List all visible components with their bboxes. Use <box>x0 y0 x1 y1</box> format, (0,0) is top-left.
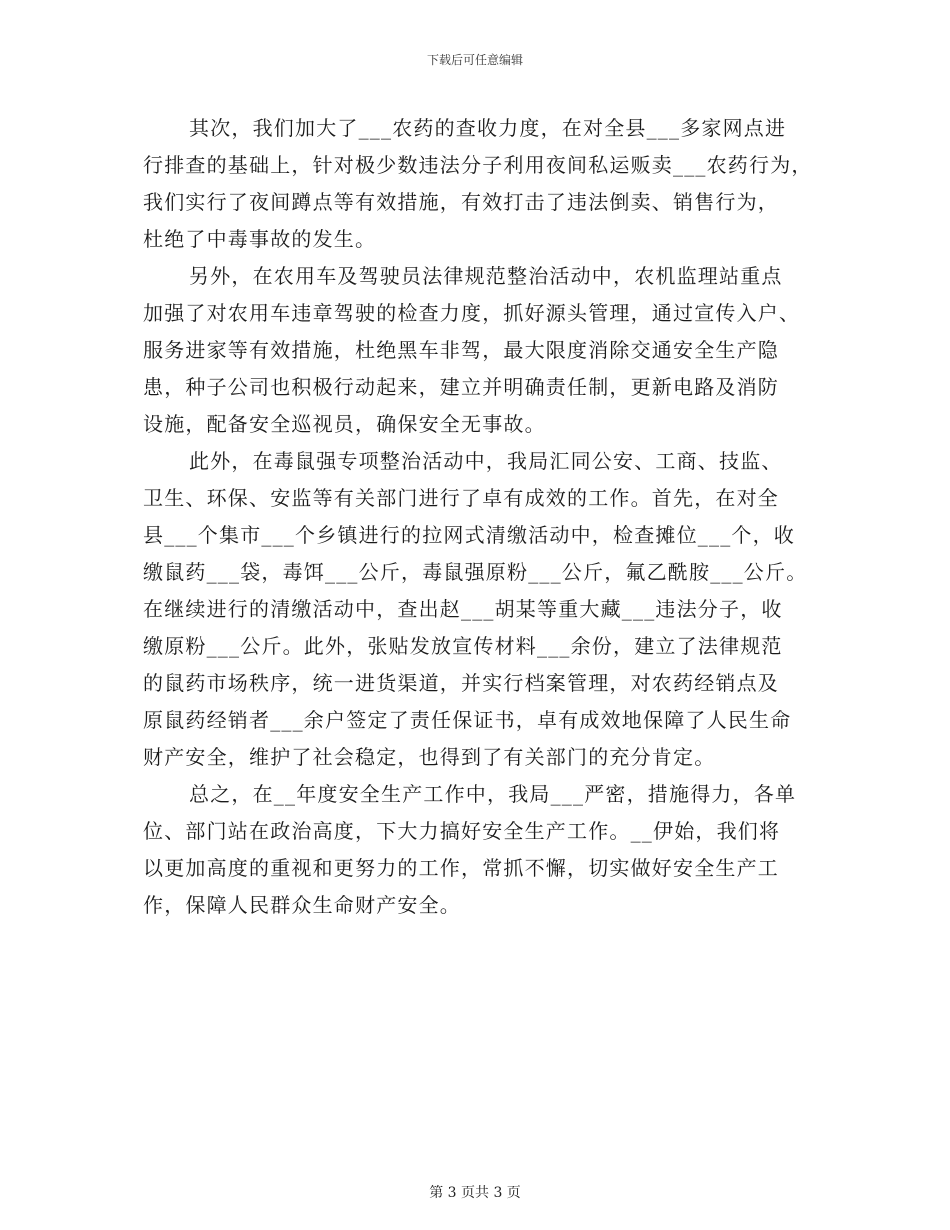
paragraph-line: 卫生、环保、安监等有关部门进行了卓有成效的工作。首先，在对全 <box>143 486 779 510</box>
page-header: 下载后可任意编辑 <box>426 53 523 67</box>
page-footer: 第 3 页共 3 页 <box>429 1185 521 1201</box>
paragraph-line: 加强了对农用车违章驾驶的检查力度，抓好源头管理，通过宣传入户、 <box>143 301 801 325</box>
paragraph-line: 另外，在农用车及驾驶员法律规范整治活动中，农机监理站重点 <box>189 264 783 288</box>
document-body <box>143 110 815 924</box>
paragraph-line: 县___个集市___个乡镇进行的拉网式清缴活动中，检查摊位___个，收 <box>143 523 795 547</box>
paragraph-line: 财产安全，维护了社会稳定，也得到了有关部门的充分肯定。 <box>143 745 716 769</box>
paragraph-line: 位、部门站在政治高度，下大力搞好安全生产工作。__伊始，我们将 <box>143 819 781 843</box>
paragraph-line: 在继续进行的清缴活动中，查出赵___胡某等重大藏___违法分子，收 <box>143 597 783 621</box>
paragraph-line: 患，种子公司也积极行动起来，建立并明确责任制，更新电路及消防 <box>143 375 779 399</box>
paragraph-line: 原鼠药经销者___余户签定了责任保证书，卓有成效地保障了人民生命 <box>143 708 792 732</box>
paragraph-line: 服务进家等有效措施，杜绝黑车非驾，最大限度消除交通安全生产隐 <box>143 338 779 362</box>
paragraph-line: 缴原粉___公斤。此外，张贴发放宣传材料___余份，建立了法律规范 <box>143 634 783 658</box>
paragraph-line: 以更加高度的重视和更努力的工作，常抓不懈，切实做好安全生产工 <box>143 856 779 880</box>
paragraph-line: 其次，我们加大了___农药的查收力度，在对全县___多家网点进 <box>189 116 787 140</box>
paragraph-line: 设施，配备安全巡视员，确保安全无事故。 <box>143 412 546 436</box>
paragraph-line: 此外，在毒鼠强专项整治活动中，我局汇同公安、工商、技监、 <box>189 449 783 473</box>
paragraph-line: 杜绝了中毒事故的发生。 <box>143 227 377 251</box>
paragraph-line: 行排查的基础上，针对极少数违法分子利用夜间私运贩卖___农药行为， <box>143 153 813 177</box>
paragraph-line: 我们实行了夜间蹲点等有效措施，有效打击了违法倒卖、销售行为， <box>143 190 779 214</box>
paragraph-line: 的鼠药市场秩序，统一进货渠道，并实行档案管理，对农药经销点及 <box>143 671 779 695</box>
paragraph-line: 作，保障人民群众生命财产安全。 <box>143 893 461 917</box>
paragraph-line: 总之，在__年度安全生产工作中，我局___严密，措施得力，各单 <box>189 782 797 806</box>
paragraph-line: 缴鼠药___袋，毒饵___公斤，毒鼠强原粉___公斤，氟乙酰胺___公斤。 <box>143 560 808 584</box>
